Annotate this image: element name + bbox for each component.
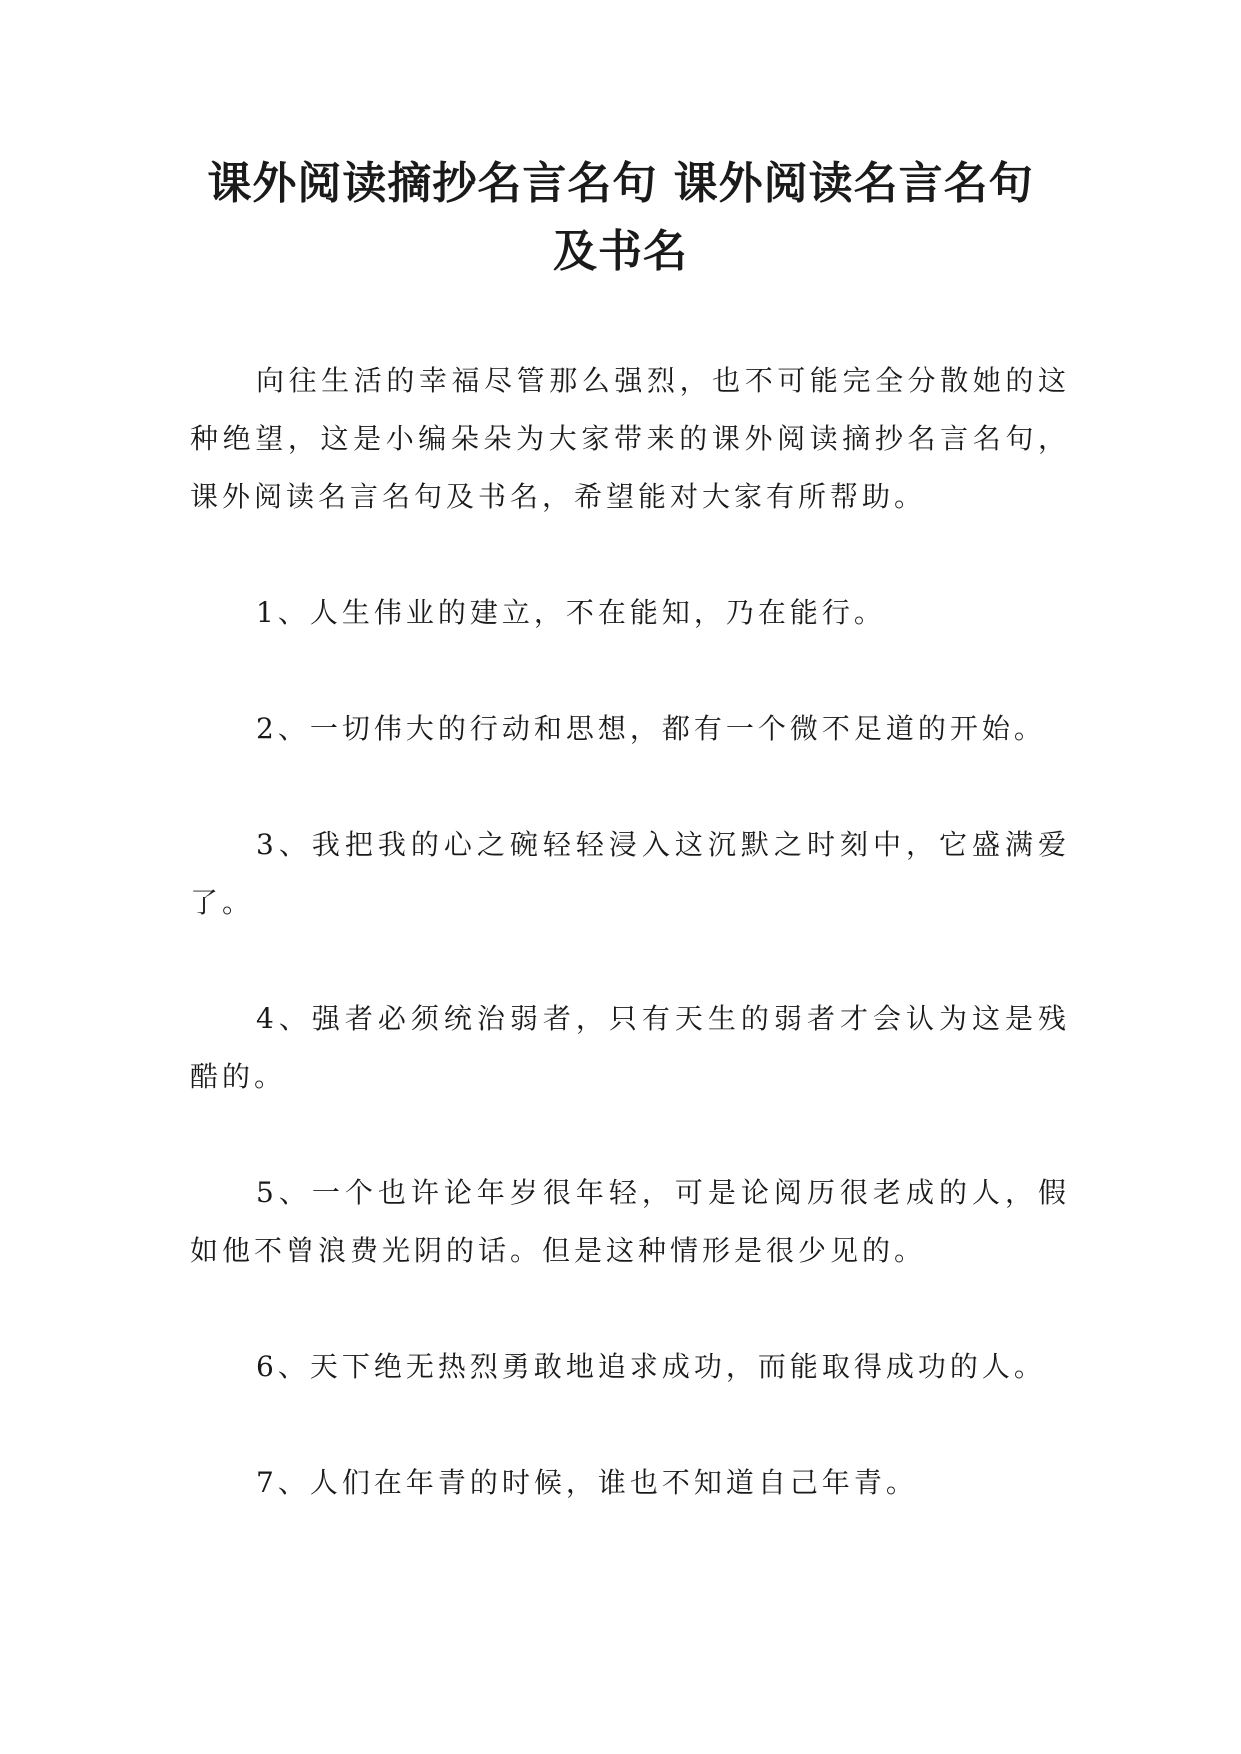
document-body [190, 352, 1070, 1570]
intro-paragraph: 向往生活的幸福尽管那么强烈，也不可能完全分散她的这种绝望，这是小编朵朵为大家带来的课外阅读摘抄名言名句，课外阅读名言名句及书名，希望能对大家有所帮助。 [190, 364, 1070, 513]
quote-paragraph-1: 1、人生伟业的建立，不在能知，乃在能行。 [256, 596, 886, 629]
quote-paragraph-4: 4、强者必须统治弱者，只有天生的弱者才会认为这是残酷的。 [190, 1002, 1070, 1093]
quote-paragraph-2: 2、一切伟大的行动和思想，都有一个微不足道的开始。 [256, 712, 1046, 745]
document-title-line-1: 课外阅读摘抄名言名句 课外阅读名言名句 [207, 158, 1034, 209]
document-title [150, 150, 1091, 286]
document-title-line-2: 及书名 [553, 226, 688, 277]
quote-paragraph-3: 3、我把我的心之碗轻轻浸入这沉默之时刻中，它盛满爱了。 [190, 828, 1070, 919]
quote-paragraph-6: 6、天下绝无热烈勇敢地追求成功，而能取得成功的人。 [256, 1350, 1046, 1383]
quote-paragraph-7: 7、人们在年青的时候，谁也不知道自己年青。 [256, 1466, 918, 1499]
quote-paragraph-5: 5、一个也许论年岁很年轻，可是论阅历很老成的人，假如他不曾浪费光阴的话。但是这种情形是很少见的。 [190, 1176, 1070, 1267]
